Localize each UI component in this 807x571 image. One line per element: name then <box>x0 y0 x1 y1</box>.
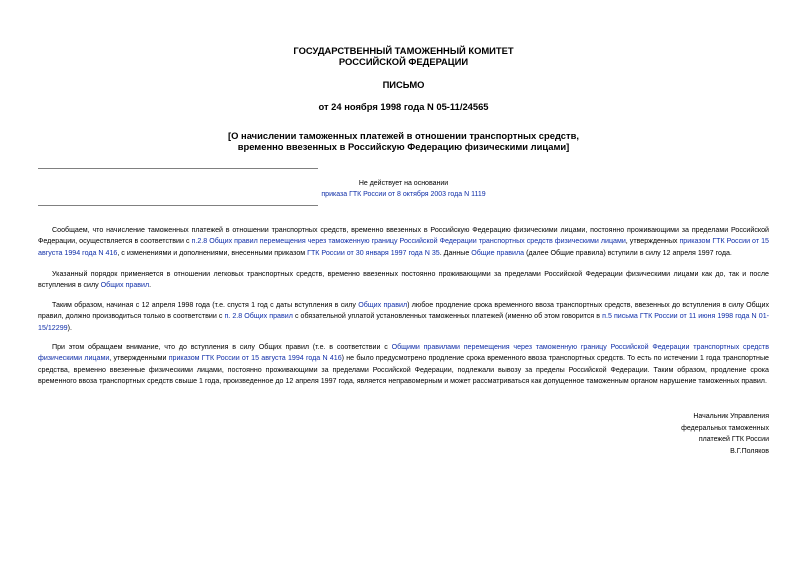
status-notice-link-line <box>0 189 807 201</box>
document-subject-line1: [О начислении таможенных платежей в отношении транспортных средств, <box>228 130 579 141</box>
general-rules-full-link[interactable]: Общими правилами перемещения через таможенную границу Российской Федерации транспортных средств физическими лицами <box>38 343 769 363</box>
document-date-number: от 24 ноября 1998 года N 05-11/24565 <box>318 101 489 112</box>
paragraph-text: При этом обращаем внимание, что до вступления в силу Общих правил (т.е. в соответствии с <box>52 343 392 351</box>
issuer-name: ГОСУДАРСТВЕННЫЙ ТАМОЖЕННЫЙ КОМИТЕТ <box>293 45 514 56</box>
signer-position-line1: Начальник Управления <box>693 413 769 420</box>
divider-bottom <box>38 205 318 206</box>
paragraph-text: Сообщаем, что начисление таможенных платежей в отношении транспортных средств, временно ввезенных в Российскую Федерацию физическими лицами, постоянно проживающими за пределами Российской Федерации, осуществляется в соответствии с <box>38 226 769 246</box>
paragraph-text: ) не было предусмотрено продление срока временного ввоза транспортных средств. То есть по истечении 1 года транспортные средства, временно ввезенные физическими лицами, постоянно проживающими за пределами Российской Федерации, подлежали вывозу за пределы Российской Федерации. Таким образом, продление срока временного ввоза транспортных средств свыше 1 года, произведенное до 12 апреля 1997 года, является неправомерным и может рассматриваться как допущенное таможенным органом нарушение таможенных правил. <box>38 354 769 386</box>
paragraph-1 <box>38 225 769 259</box>
paragraph-4 <box>38 342 769 388</box>
general-rules-link[interactable]: Общих правил <box>100 281 150 290</box>
paragraph-text: (далее Общие правила) вступили в силу 12 апреля 1997 года. <box>524 248 732 257</box>
paragraph-text: Указанный порядок применяется в отношении легковых транспортных средств, временно ввезенных постоянно проживающими за пределами Российской Федерации физическими лицами как до, так и после вступления в силу <box>38 270 769 290</box>
paragraph-text: ). <box>67 323 72 332</box>
signer-name: В.Г.Поляков <box>730 447 769 455</box>
order-416-link[interactable]: приказом ГТК России от 15 августа 1994 года N 416 <box>168 354 342 363</box>
document-type: ПИСЬМО <box>382 79 425 90</box>
rules-item-2-8-link[interactable]: п. 2.8 Общих правил <box>224 312 293 321</box>
paragraph-text: ) любое продление срока временного ввоза транспортных средств, ввезенных до вступления в силу Общих правил, должно производиться только в соответствии с <box>38 301 770 321</box>
paragraph-3 <box>38 300 769 334</box>
signer-position-line3: платежей ГТК России <box>698 436 769 443</box>
divider-top <box>38 168 318 169</box>
letter-12299-link[interactable]: п.5 письма ГТК России от 11 июня 1998 года N 01-15/12299 <box>38 312 769 332</box>
paragraph-text: . Данные <box>439 248 472 257</box>
rules-item-2-8-link[interactable]: п.2.8 Общих правил перемещения через таможенную границу Российской Федерации транспортных средств физическими лицами <box>191 237 626 246</box>
status-notice: Не действует на основании <box>358 180 449 187</box>
document-subject-line2: временно ввезенных в Российскую Федерацию физическими лицами] <box>237 141 570 152</box>
order-35-link[interactable]: ГТК России от 30 января 1997 года N 35 <box>307 248 440 257</box>
signature-block <box>569 411 769 457</box>
issuer-country: РОССИЙСКОЙ ФЕДЕРАЦИИ <box>338 56 469 67</box>
paragraph-text: , утвержденных <box>625 237 680 246</box>
paragraph-text: Таким образом, начиная с 12 апреля 1998 года (т.е. спустя 1 год с даты вступления в силу <box>52 301 359 309</box>
paragraph-text: . <box>149 281 152 290</box>
cancellation-order-link[interactable]: приказа ГТК России от 8 октября 2003 года N 1119 <box>321 191 486 198</box>
general-rules-link[interactable]: Общих правил <box>358 301 408 309</box>
paragraph-2 <box>38 269 769 292</box>
order-416-link[interactable]: приказом ГТК России от 15 августа 1994 года N 416 <box>38 237 769 257</box>
general-rules-link[interactable]: Общие правила <box>471 248 525 257</box>
paragraph-text: , с изменениями и дополнениями, внесенными приказом <box>117 248 308 257</box>
paragraph-text: с обязательной уплатой установленных таможенных платежей (именно об этом говорится в <box>292 312 603 321</box>
paragraph-text: , утвержденными <box>109 354 169 363</box>
signer-position-line2: федеральных таможенных <box>681 424 769 432</box>
